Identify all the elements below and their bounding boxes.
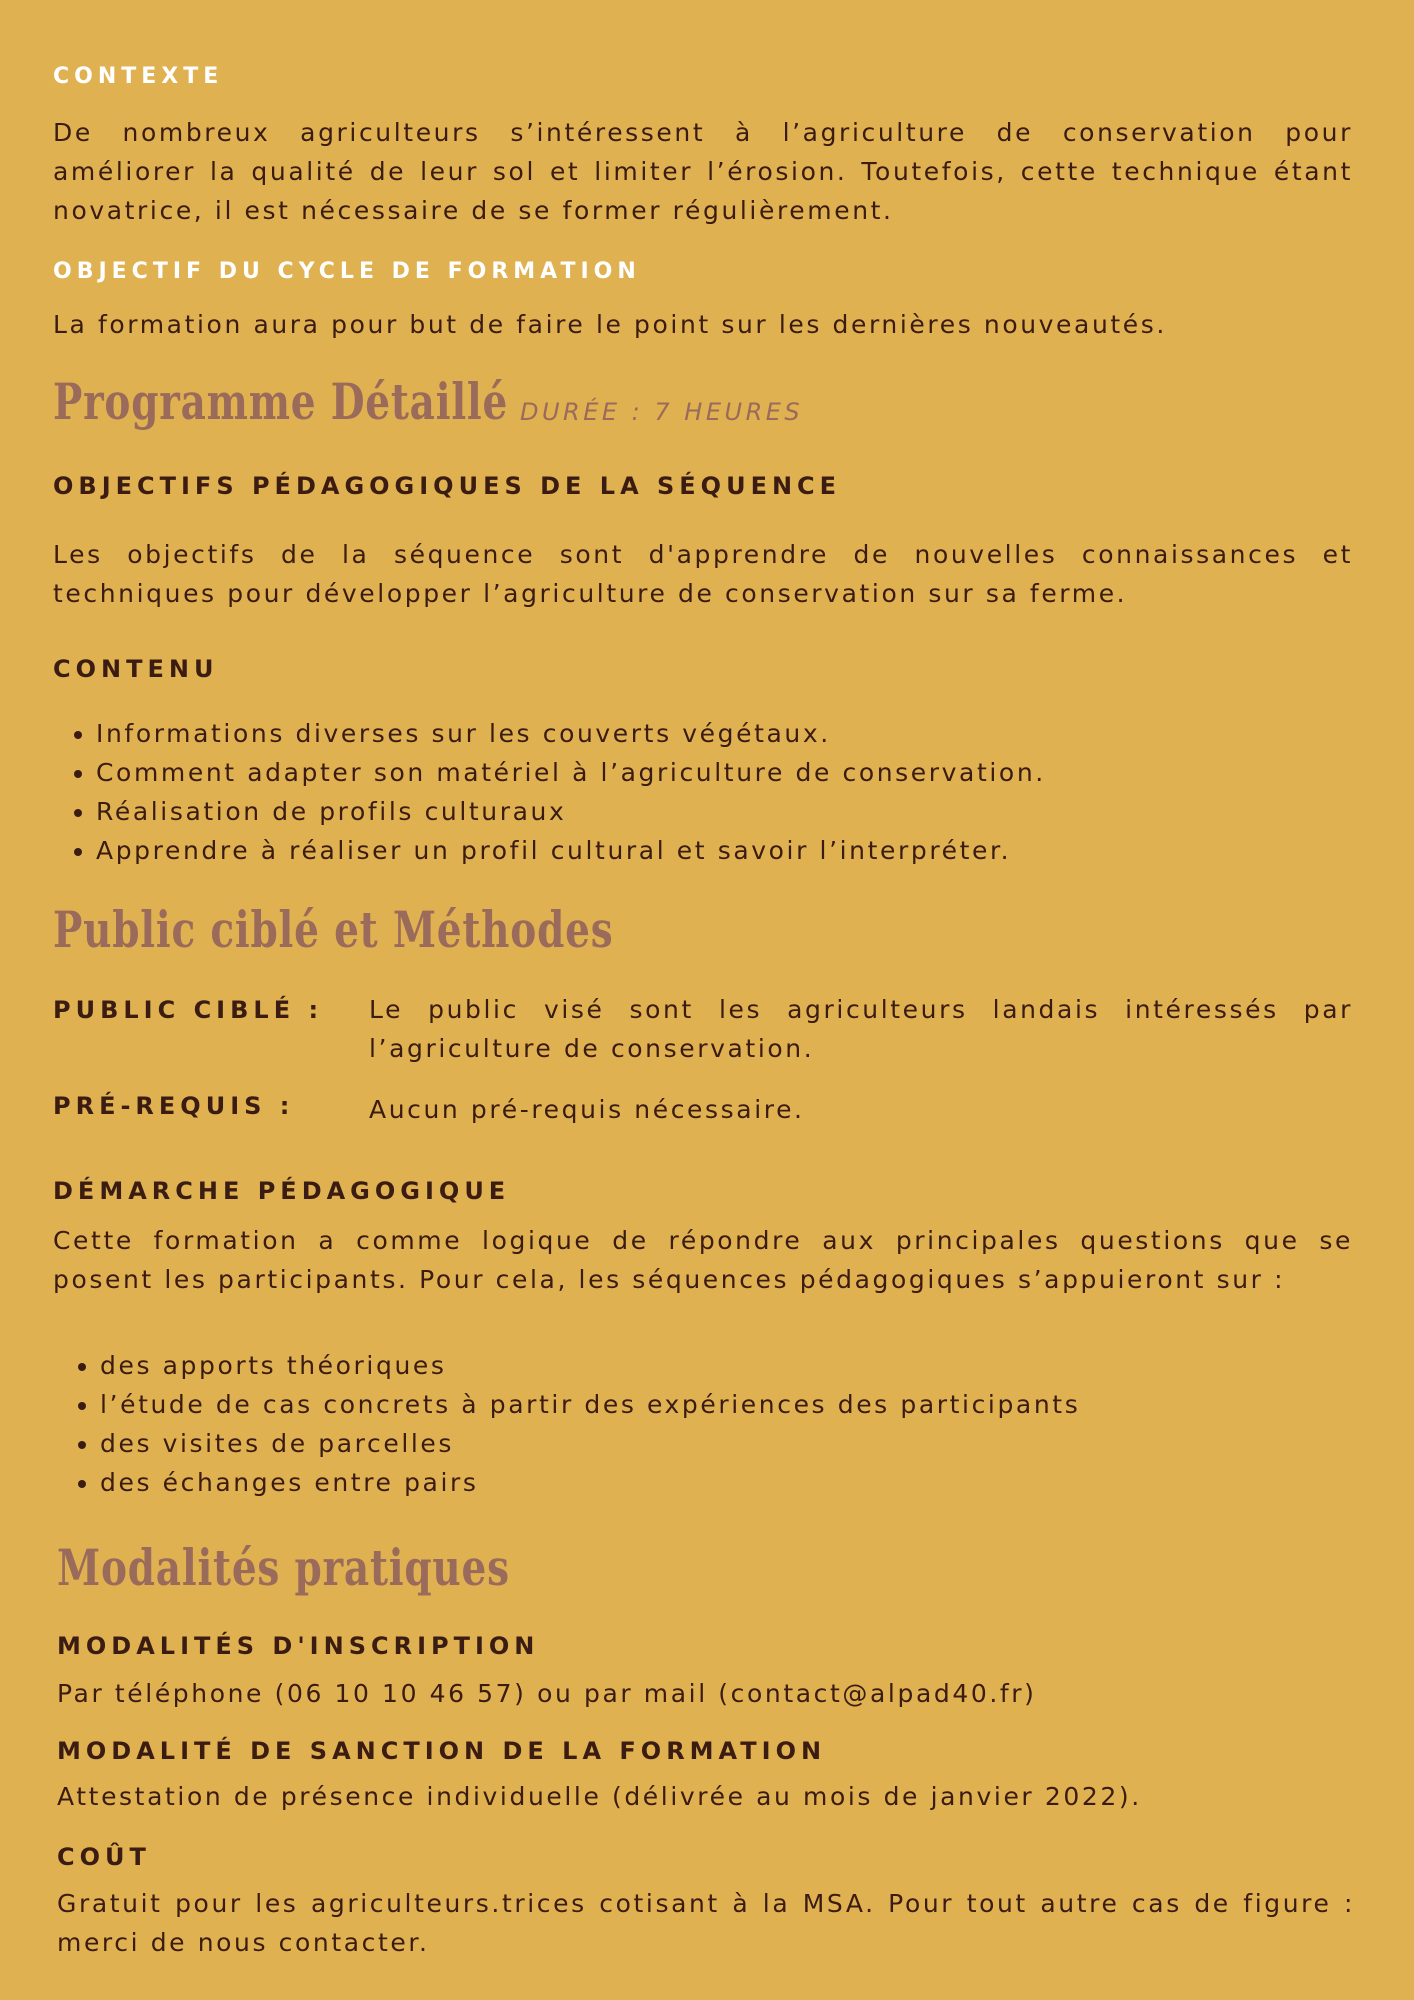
public-cible-label: PUBLIC CIBLÉ : (53, 996, 324, 1024)
list-item: • des visites de parcelles (100, 1424, 1400, 1463)
contenu-list (53, 714, 1396, 870)
inscription-title: MODALITÉS D'INSCRIPTION (57, 1632, 540, 1660)
objectifs-pedagogiques-title: OBJECTIFS PÉDAGOGIQUES DE LA SÉQUENCE (53, 472, 842, 500)
public-cible-row (53, 990, 1353, 1070)
objectif-title: OBJECTIF DU CYCLE DE FORMATION (53, 259, 641, 284)
demarche-text: Cette formation a comme logique de répondre aux principales questions que se posent les participants. Pour cela, les séquences pédagogiques s’appuieront sur : (53, 1226, 1353, 1294)
list-item: • des échanges entre pairs (100, 1463, 1400, 1502)
demarche-list (53, 1346, 1400, 1502)
objectifs-pedagogiques-text: Les objectifs de la séquence sont d'apprendre de nouvelles connaissances et techniques pour développer l’agriculture de conservation sur sa ferme. (53, 540, 1353, 608)
prerequis-text: Aucun pré-requis nécessaire. (369, 1095, 805, 1124)
inscription-text: Par téléphone (06 10 10 46 57) ou par mail (contact@alpad40.fr) (57, 1679, 1037, 1708)
contexte-title: CONTEXTE (53, 64, 224, 89)
contenu-title: CONTENU (53, 655, 219, 683)
public-methodes-title: Public ciblé et Méthodes (53, 900, 614, 959)
modalites-title: Modalités pratiques (57, 1538, 510, 1597)
list-item: • des apports théoriques (100, 1346, 1400, 1385)
programme-title: Programme Détaillé (53, 372, 509, 431)
sanction-text: Attestation de présence individuelle (délivrée au mois de janvier 2022). (57, 1782, 1142, 1811)
prerequis-label: PRÉ-REQUIS : (53, 1092, 295, 1120)
list-item: • Comment adapter son matériel à l’agriculture de conservation. (96, 753, 1396, 792)
cout-text: Gratuit pour les agriculteurs.trices cotisant à la MSA. Pour tout autre cas de figure : merci de nous contacter. (57, 1889, 1355, 1957)
demarche-title: DÉMARCHE PÉDAGOGIQUE (53, 1177, 511, 1205)
duration-label: DURÉE : 7 HEURES (520, 398, 804, 426)
objectif-text: La formation aura pour but de faire le point sur les dernières nouveautés. (53, 310, 1167, 339)
list-item: • l’étude de cas concrets à partir des expériences des participants (100, 1385, 1400, 1424)
list-item: • Apprendre à réaliser un profil cultural et savoir l’interpréter. (96, 831, 1396, 870)
cout-title: COÛT (57, 1843, 151, 1871)
list-item: • Informations diverses sur les couverts végétaux. (96, 714, 1396, 753)
public-cible-text: Le public visé sont les agriculteurs landais intéressés par l’agriculture de conservation. (369, 995, 1353, 1063)
sanction-title: MODALITÉ DE SANCTION DE LA FORMATION (57, 1737, 827, 1765)
list-item: • Réalisation de profils culturaux (96, 792, 1396, 831)
prerequis-row (53, 1090, 1353, 1130)
contexte-text: De nombreux agriculteurs s’intéressent à l’agriculture de conservation pour améliorer la qualité de leur sol et limiter l’érosion. Toutefois, cette technique étant novatrice, il est nécessaire de se former régulièrement. (53, 118, 1353, 225)
